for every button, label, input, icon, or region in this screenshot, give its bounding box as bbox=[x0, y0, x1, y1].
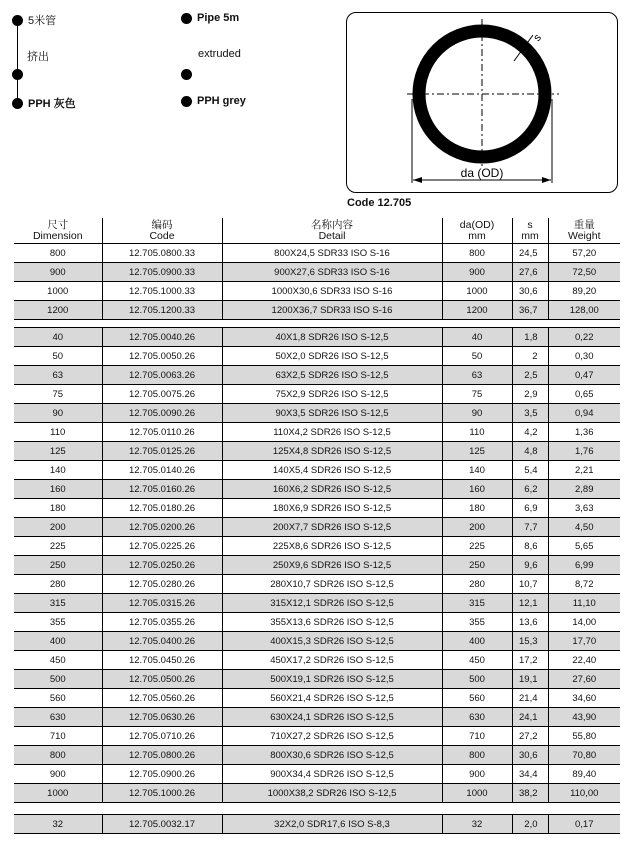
cell-dimension: 560 bbox=[14, 689, 102, 708]
cell-dimension: 710 bbox=[14, 727, 102, 746]
cell-detail: 40X1,8 SDR26 ISO S-12,5 bbox=[222, 328, 442, 347]
cell-od: 450 bbox=[442, 651, 512, 670]
table-row bbox=[14, 442, 620, 461]
header-en: mm bbox=[521, 230, 539, 242]
header-en: Weight bbox=[568, 230, 601, 242]
cell-code: 12.705.0032.17 bbox=[102, 815, 222, 834]
cell-od: 500 bbox=[442, 670, 512, 689]
cell-weight: 0,65 bbox=[548, 385, 620, 404]
cell-detail: 140X5,4 SDR26 ISO S-12,5 bbox=[222, 461, 442, 480]
bullet-icon bbox=[12, 15, 23, 26]
cell-od: 110 bbox=[442, 423, 512, 442]
cell-weight: 3,63 bbox=[548, 499, 620, 518]
spacer-cell bbox=[14, 803, 620, 815]
cell-code: 12.705.1000.33 bbox=[102, 282, 222, 301]
cell-code: 12.705.0900.33 bbox=[102, 263, 222, 282]
wall-thickness-label: s bbox=[531, 31, 544, 44]
cell-dimension: 900 bbox=[14, 765, 102, 784]
arrow-right-icon bbox=[542, 177, 551, 183]
cell-dimension: 225 bbox=[14, 537, 102, 556]
cell-od: 315 bbox=[442, 594, 512, 613]
cell-detail: 900X27,6 SDR33 ISO S-16 bbox=[222, 263, 442, 282]
cell-dimension: 1000 bbox=[14, 282, 102, 301]
cell-code: 12.705.0315.26 bbox=[102, 594, 222, 613]
header-cn: s bbox=[527, 219, 533, 231]
cell-s: 30,6 bbox=[512, 282, 548, 301]
cell-code: 12.705.0560.26 bbox=[102, 689, 222, 708]
table-row bbox=[14, 480, 620, 499]
cell-weight: 72,50 bbox=[548, 263, 620, 282]
cell-od: 75 bbox=[442, 385, 512, 404]
cell-dimension: 400 bbox=[14, 632, 102, 651]
cell-code: 12.705.0090.26 bbox=[102, 404, 222, 423]
cell-od: 63 bbox=[442, 366, 512, 385]
cell-dimension: 450 bbox=[14, 651, 102, 670]
cell-s: 4,8 bbox=[512, 442, 548, 461]
cell-weight: 89,20 bbox=[548, 282, 620, 301]
header-code bbox=[102, 218, 222, 244]
cell-dimension: 1200 bbox=[14, 301, 102, 320]
cell-detail: 400X15,3 SDR26 ISO S-12,5 bbox=[222, 632, 442, 651]
header-cn: 尺寸 bbox=[47, 219, 69, 231]
cell-detail: 560X21,4 SDR26 ISO S-12,5 bbox=[222, 689, 442, 708]
cell-dimension: 800 bbox=[14, 746, 102, 765]
cell-detail: 225X8,6 SDR26 ISO S-12,5 bbox=[222, 537, 442, 556]
header-en: mm bbox=[468, 230, 486, 242]
cell-od: 90 bbox=[442, 404, 512, 423]
cell-dimension: 75 bbox=[14, 385, 102, 404]
cell-od: 140 bbox=[442, 461, 512, 480]
table-row bbox=[14, 404, 620, 423]
cell-weight: 55,80 bbox=[548, 727, 620, 746]
cell-dimension: 630 bbox=[14, 708, 102, 727]
cell-code: 12.705.1200.33 bbox=[102, 301, 222, 320]
cell-s: 34,4 bbox=[512, 765, 548, 784]
header-en: Detail bbox=[318, 230, 346, 242]
figure-code: Code 12.705 bbox=[347, 197, 412, 209]
table-row bbox=[14, 518, 620, 537]
cell-od: 800 bbox=[442, 244, 512, 263]
spec-extruded-cn: 挤出 bbox=[27, 51, 49, 63]
cell-dimension: 280 bbox=[14, 575, 102, 594]
table-row bbox=[14, 815, 620, 834]
cell-dimension: 160 bbox=[14, 480, 102, 499]
cell-s: 36,7 bbox=[512, 301, 548, 320]
cell-s: 27,2 bbox=[512, 727, 548, 746]
cell-code: 12.705.0075.26 bbox=[102, 385, 222, 404]
header-s bbox=[512, 218, 548, 244]
cell-code: 12.705.0800.26 bbox=[102, 746, 222, 765]
cell-code: 12.705.0500.26 bbox=[102, 670, 222, 689]
cell-od: 225 bbox=[442, 537, 512, 556]
cell-dimension: 180 bbox=[14, 499, 102, 518]
cell-od: 250 bbox=[442, 556, 512, 575]
cell-weight: 2,89 bbox=[548, 480, 620, 499]
cell-dimension: 125 bbox=[14, 442, 102, 461]
cell-dimension: 200 bbox=[14, 518, 102, 537]
cell-weight: 5,65 bbox=[548, 537, 620, 556]
spec-connector-line bbox=[17, 18, 18, 102]
cell-od: 900 bbox=[442, 765, 512, 784]
cell-dimension: 140 bbox=[14, 461, 102, 480]
cell-weight: 6,99 bbox=[548, 556, 620, 575]
cell-weight: 57,20 bbox=[548, 244, 620, 263]
cell-detail: 315X12,1 SDR26 ISO S-12,5 bbox=[222, 594, 442, 613]
cell-weight: 128,00 bbox=[548, 301, 620, 320]
cell-s: 2,5 bbox=[512, 366, 548, 385]
cell-detail: 90X3,5 SDR26 ISO S-12,5 bbox=[222, 404, 442, 423]
cell-od: 125 bbox=[442, 442, 512, 461]
cell-code: 12.705.0280.26 bbox=[102, 575, 222, 594]
cell-s: 1,8 bbox=[512, 328, 548, 347]
cell-detail: 630X24,1 SDR26 ISO S-12,5 bbox=[222, 708, 442, 727]
table-row bbox=[14, 784, 620, 803]
spec-list-english bbox=[181, 10, 331, 120]
header-cn: 名称内容 bbox=[311, 219, 353, 231]
cell-detail: 63X2,5 SDR26 ISO S-12,5 bbox=[222, 366, 442, 385]
cell-code: 12.705.0355.26 bbox=[102, 613, 222, 632]
spec-pipe-length-cn: 5米管 bbox=[28, 15, 57, 27]
header-od bbox=[442, 218, 512, 244]
cell-detail: 110X4,2 SDR26 ISO S-12,5 bbox=[222, 423, 442, 442]
cell-s: 7,7 bbox=[512, 518, 548, 537]
cell-od: 40 bbox=[442, 328, 512, 347]
cell-od: 710 bbox=[442, 727, 512, 746]
spec-material-en: PPH grey bbox=[197, 95, 246, 107]
od-label: da (OD) bbox=[460, 166, 504, 180]
cell-detail: 125X4,8 SDR26 ISO S-12,5 bbox=[222, 442, 442, 461]
cell-weight: 70,80 bbox=[548, 746, 620, 765]
cell-s: 21,4 bbox=[512, 689, 548, 708]
cell-od: 1000 bbox=[442, 784, 512, 803]
cell-detail: 180X6,9 SDR26 ISO S-12,5 bbox=[222, 499, 442, 518]
cell-s: 19,1 bbox=[512, 670, 548, 689]
cell-dimension: 40 bbox=[14, 328, 102, 347]
cell-code: 12.705.0400.26 bbox=[102, 632, 222, 651]
cell-s: 6,2 bbox=[512, 480, 548, 499]
cell-s: 4,2 bbox=[512, 423, 548, 442]
cell-s: 2 bbox=[512, 347, 548, 366]
cell-detail: 160X6,2 SDR26 ISO S-12,5 bbox=[222, 480, 442, 499]
cell-dimension: 900 bbox=[14, 263, 102, 282]
cell-weight: 11,10 bbox=[548, 594, 620, 613]
cell-od: 900 bbox=[442, 263, 512, 282]
cell-od: 400 bbox=[442, 632, 512, 651]
pipe-diagram bbox=[347, 13, 617, 192]
cell-detail: 200X7,7 SDR26 ISO S-12,5 bbox=[222, 518, 442, 537]
cell-weight: 34,60 bbox=[548, 689, 620, 708]
cell-od: 280 bbox=[442, 575, 512, 594]
cell-detail: 450X17,2 SDR26 ISO S-12,5 bbox=[222, 651, 442, 670]
cell-code: 12.705.0800.33 bbox=[102, 244, 222, 263]
table-row bbox=[14, 366, 620, 385]
cell-weight: 27,60 bbox=[548, 670, 620, 689]
cell-weight: 2,21 bbox=[548, 461, 620, 480]
bullet-icon bbox=[181, 96, 192, 107]
header-cn: da(OD) bbox=[459, 219, 495, 231]
cell-detail: 280X10,7 SDR26 ISO S-12,5 bbox=[222, 575, 442, 594]
cell-s: 27,6 bbox=[512, 263, 548, 282]
cell-detail: 800X24,5 SDR33 ISO S-16 bbox=[222, 244, 442, 263]
cell-weight: 89,40 bbox=[548, 765, 620, 784]
cell-detail: 1000X30,6 SDR33 ISO S-16 bbox=[222, 282, 442, 301]
cell-od: 1200 bbox=[442, 301, 512, 320]
cell-od: 32 bbox=[442, 815, 512, 834]
cell-detail: 500X19,1 SDR26 ISO S-12,5 bbox=[222, 670, 442, 689]
spec-material-cn: PPH 灰色 bbox=[28, 98, 76, 110]
arrow-left-icon bbox=[413, 177, 422, 183]
cell-s: 12,1 bbox=[512, 594, 548, 613]
cell-od: 630 bbox=[442, 708, 512, 727]
cell-code: 12.705.0160.26 bbox=[102, 480, 222, 499]
group-spacer bbox=[14, 803, 620, 815]
spec-extruded-en: extruded bbox=[198, 48, 241, 60]
cell-detail: 355X13,6 SDR26 ISO S-12,5 bbox=[222, 613, 442, 632]
bullet-icon bbox=[12, 69, 23, 80]
cell-od: 180 bbox=[442, 499, 512, 518]
cell-s: 38,2 bbox=[512, 784, 548, 803]
cell-s: 2,0 bbox=[512, 815, 548, 834]
header-en: Dimension bbox=[32, 230, 83, 242]
cell-detail: 710X27,2 SDR26 ISO S-12,5 bbox=[222, 727, 442, 746]
cell-code: 12.705.1000.26 bbox=[102, 784, 222, 803]
cell-s: 13,6 bbox=[512, 613, 548, 632]
spacer-cell bbox=[14, 320, 620, 328]
cell-code: 12.705.0250.26 bbox=[102, 556, 222, 575]
cell-s: 17,2 bbox=[512, 651, 548, 670]
cell-od: 560 bbox=[442, 689, 512, 708]
spec-pipe-length-en: Pipe 5m bbox=[197, 12, 240, 24]
cell-s: 5,4 bbox=[512, 461, 548, 480]
cell-od: 160 bbox=[442, 480, 512, 499]
cell-weight: 17,70 bbox=[548, 632, 620, 651]
header-detail bbox=[222, 218, 442, 244]
cell-s: 2,9 bbox=[512, 385, 548, 404]
table-row bbox=[14, 689, 620, 708]
cell-weight: 1,76 bbox=[548, 442, 620, 461]
table-row bbox=[14, 670, 620, 689]
cell-od: 1000 bbox=[442, 282, 512, 301]
table-row bbox=[14, 746, 620, 765]
table-row bbox=[14, 651, 620, 670]
cell-dimension: 315 bbox=[14, 594, 102, 613]
table-row bbox=[14, 244, 620, 263]
cell-s: 6,9 bbox=[512, 499, 548, 518]
cell-dimension: 500 bbox=[14, 670, 102, 689]
cell-weight: 22,40 bbox=[548, 651, 620, 670]
cell-s: 8,6 bbox=[512, 537, 548, 556]
group-spacer bbox=[14, 320, 620, 328]
cell-s: 10,7 bbox=[512, 575, 548, 594]
cell-s: 3,5 bbox=[512, 404, 548, 423]
table-row bbox=[14, 282, 620, 301]
header-en: Code bbox=[149, 230, 175, 242]
table-row bbox=[14, 499, 620, 518]
cell-dimension: 800 bbox=[14, 244, 102, 263]
cell-detail: 800X30,6 SDR26 ISO S-12,5 bbox=[222, 746, 442, 765]
cell-code: 12.705.0180.26 bbox=[102, 499, 222, 518]
table-row bbox=[14, 708, 620, 727]
cell-weight: 4,50 bbox=[548, 518, 620, 537]
cell-code: 12.705.0063.26 bbox=[102, 366, 222, 385]
table-row bbox=[14, 301, 620, 320]
pipe-cross-section-figure bbox=[346, 12, 618, 193]
cell-weight: 8,72 bbox=[548, 575, 620, 594]
cell-detail: 1200X36,7 SDR33 ISO S-16 bbox=[222, 301, 442, 320]
table-row bbox=[14, 765, 620, 784]
header-weight bbox=[548, 218, 620, 244]
cell-dimension: 1000 bbox=[14, 784, 102, 803]
table-row bbox=[14, 727, 620, 746]
cell-code: 12.705.0900.26 bbox=[102, 765, 222, 784]
table-row bbox=[14, 594, 620, 613]
cell-od: 50 bbox=[442, 347, 512, 366]
cell-code: 12.705.0040.26 bbox=[102, 328, 222, 347]
header-cn: 编码 bbox=[151, 219, 173, 231]
table-row bbox=[14, 347, 620, 366]
table-header-row bbox=[14, 218, 620, 244]
cell-detail: 1000X38,2 SDR26 ISO S-12,5 bbox=[222, 784, 442, 803]
bullet-icon bbox=[181, 69, 192, 80]
cell-s: 24,5 bbox=[512, 244, 548, 263]
cell-code: 12.705.0140.26 bbox=[102, 461, 222, 480]
cell-detail: 250X9,6 SDR26 ISO S-12,5 bbox=[222, 556, 442, 575]
cell-code: 12.705.0110.26 bbox=[102, 423, 222, 442]
cell-weight: 0,30 bbox=[548, 347, 620, 366]
cell-s: 15,3 bbox=[512, 632, 548, 651]
header-cn: 重量 bbox=[573, 219, 595, 231]
cell-dimension: 63 bbox=[14, 366, 102, 385]
cell-dimension: 90 bbox=[14, 404, 102, 423]
spec-list-chinese bbox=[12, 10, 162, 120]
cell-s: 9,6 bbox=[512, 556, 548, 575]
cell-dimension: 32 bbox=[14, 815, 102, 834]
cell-code: 12.705.0630.26 bbox=[102, 708, 222, 727]
table-row bbox=[14, 632, 620, 651]
table-row bbox=[14, 537, 620, 556]
cell-weight: 0,94 bbox=[548, 404, 620, 423]
cell-dimension: 250 bbox=[14, 556, 102, 575]
cell-dimension: 355 bbox=[14, 613, 102, 632]
cell-code: 12.705.0710.26 bbox=[102, 727, 222, 746]
table-row bbox=[14, 263, 620, 282]
cell-detail: 900X34,4 SDR26 ISO S-12,5 bbox=[222, 765, 442, 784]
cell-od: 800 bbox=[442, 746, 512, 765]
bullet-icon bbox=[12, 98, 23, 109]
cell-code: 12.705.0200.26 bbox=[102, 518, 222, 537]
cell-weight: 0,22 bbox=[548, 328, 620, 347]
cell-weight: 0,17 bbox=[548, 815, 620, 834]
cell-code: 12.705.0125.26 bbox=[102, 442, 222, 461]
bullet-icon bbox=[181, 13, 192, 24]
cell-weight: 0,47 bbox=[548, 366, 620, 385]
table-body bbox=[14, 244, 620, 834]
table-row bbox=[14, 461, 620, 480]
cell-weight: 14,00 bbox=[548, 613, 620, 632]
cell-od: 355 bbox=[442, 613, 512, 632]
table-row bbox=[14, 575, 620, 594]
cell-dimension: 50 bbox=[14, 347, 102, 366]
cell-detail: 75X2,9 SDR26 ISO S-12,5 bbox=[222, 385, 442, 404]
cell-s: 24,1 bbox=[512, 708, 548, 727]
table-row bbox=[14, 556, 620, 575]
cell-code: 12.705.0450.26 bbox=[102, 651, 222, 670]
table-row bbox=[14, 385, 620, 404]
cell-weight: 110,00 bbox=[548, 784, 620, 803]
cell-od: 200 bbox=[442, 518, 512, 537]
cell-weight: 1,36 bbox=[548, 423, 620, 442]
table-row bbox=[14, 328, 620, 347]
cell-s: 30,6 bbox=[512, 746, 548, 765]
cell-code: 12.705.0225.26 bbox=[102, 537, 222, 556]
header-dimension bbox=[14, 218, 102, 244]
cell-code: 12.705.0050.26 bbox=[102, 347, 222, 366]
table-row bbox=[14, 423, 620, 442]
table-row bbox=[14, 613, 620, 632]
cell-detail: 50X2,0 SDR26 ISO S-12,5 bbox=[222, 347, 442, 366]
cell-weight: 43,90 bbox=[548, 708, 620, 727]
pipe-dimension-table bbox=[14, 218, 620, 834]
cell-detail: 32X2,0 SDR17,6 ISO S-8,3 bbox=[222, 815, 442, 834]
cell-dimension: 110 bbox=[14, 423, 102, 442]
